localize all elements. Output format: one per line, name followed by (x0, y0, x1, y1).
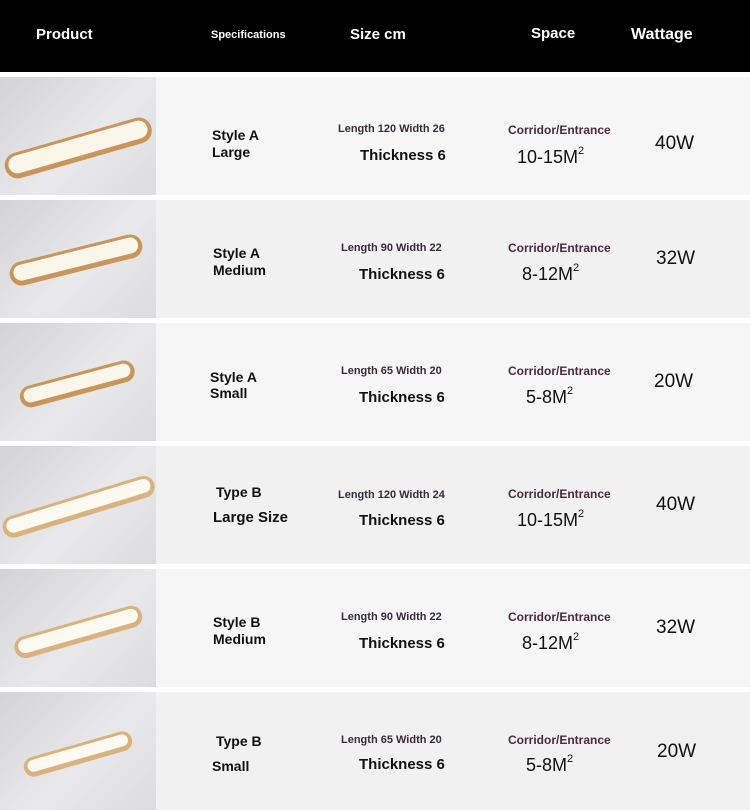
space-label: Corridor/Entrance (508, 123, 611, 137)
wattage: 40W (655, 133, 695, 154)
header-product: Product (36, 26, 93, 43)
header-space: Space (531, 25, 576, 42)
wattage: 32W (656, 617, 696, 638)
spec-size: Large (212, 144, 251, 160)
table-header (0, 0, 750, 72)
product-image (0, 200, 156, 318)
table-row (0, 569, 750, 687)
dimensions: Length 120 Width 26 (338, 123, 445, 135)
spec-style: Style A (213, 245, 260, 261)
table-row (0, 446, 750, 564)
header-specifications: Specifications (211, 29, 286, 41)
space-label: Corridor/Entrance (508, 610, 611, 624)
dimensions: Length 90 Width 22 (341, 242, 442, 254)
space-label: Corridor/Entrance (508, 364, 611, 378)
wattage: 20W (657, 741, 697, 762)
thickness: Thickness 6 (359, 266, 445, 283)
spec-size: Medium (213, 262, 266, 278)
header-wattage: Wattage (631, 26, 693, 43)
thickness: Thickness 6 (359, 512, 445, 529)
dimensions: Length 65 Width 20 (341, 734, 442, 746)
space-label: Corridor/Entrance (508, 487, 611, 501)
dimensions: Length 65 Width 20 (341, 365, 442, 377)
space-label: Corridor/Entrance (508, 241, 611, 255)
area: $8-12M^2$ (522, 262, 580, 284)
thickness: Thickness 6 (360, 147, 446, 164)
area: $10-15M^2$ (517, 508, 585, 530)
area: $8-12M^2$ (522, 631, 580, 653)
spec-style: Type B (216, 733, 262, 749)
spec-style: Style A (210, 369, 257, 385)
spec-style: Type B (216, 484, 262, 500)
wattage: 32W (656, 248, 696, 269)
product-image (0, 323, 156, 441)
space-label: Corridor/Entrance (508, 733, 611, 747)
spec-style: Style B (213, 614, 261, 630)
thickness: Thickness 6 (359, 756, 445, 773)
spec-size: Small (210, 385, 248, 401)
area: $10-15M^2$ (517, 145, 585, 167)
product-image (0, 692, 156, 810)
header-size: Size cm (350, 26, 406, 43)
table-row (0, 323, 750, 441)
product-image (0, 569, 156, 687)
spec-size: Medium (213, 631, 266, 647)
thickness: Thickness 6 (359, 389, 445, 406)
spec-style: Style A (212, 127, 259, 143)
wattage: 40W (656, 494, 696, 515)
dimensions: Length 90 Width 22 (341, 611, 442, 623)
table-row (0, 77, 750, 195)
dimensions: Length 120 Width 24 (338, 489, 445, 501)
thickness: Thickness 6 (359, 635, 445, 652)
area: $5-8M^2$ (526, 385, 574, 407)
table-row (0, 692, 750, 810)
product-image (0, 77, 156, 195)
product-image (0, 446, 156, 564)
table-row (0, 200, 750, 318)
spec-size: Small (212, 758, 250, 774)
area: $5-8M^2$ (526, 753, 574, 775)
spec-size: Large Size (213, 509, 289, 526)
wattage: 20W (654, 371, 694, 392)
